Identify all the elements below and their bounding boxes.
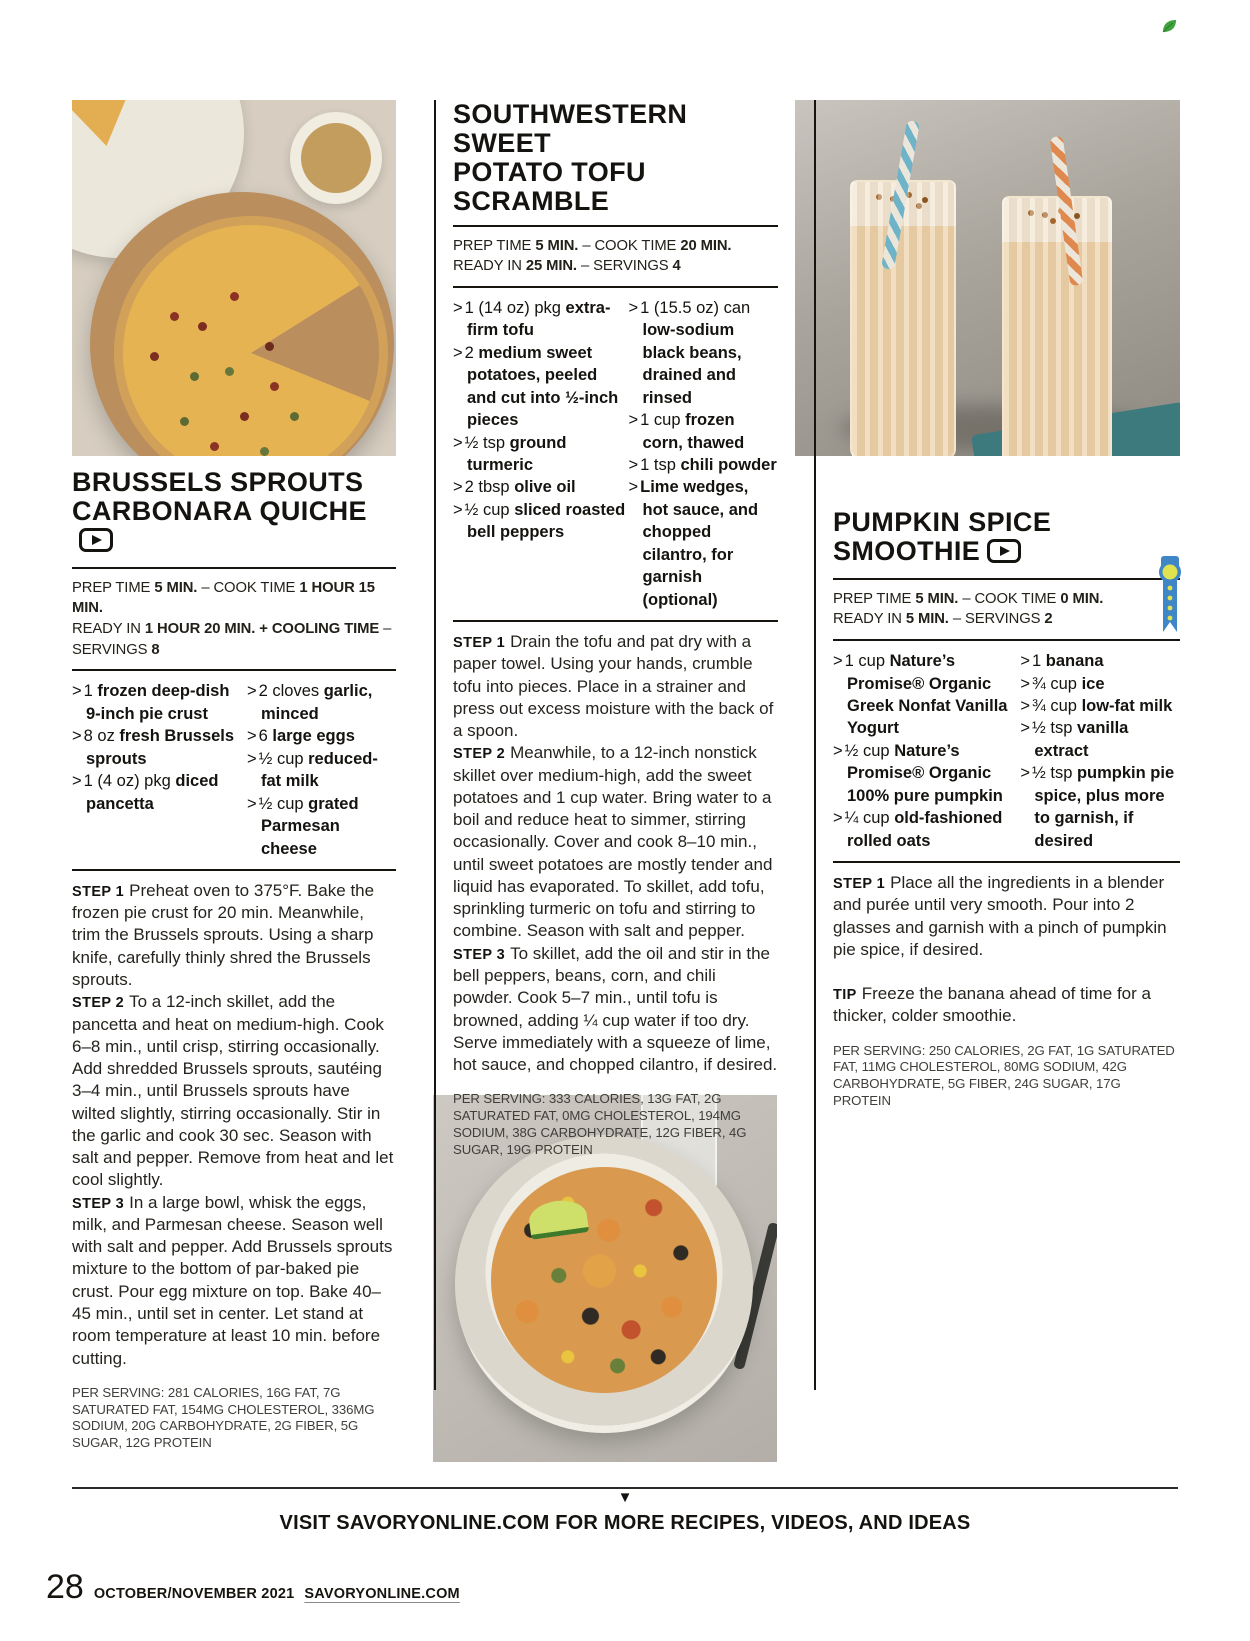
ingredient: > 1 frozen deep-dish 9-inch pie crust <box>72 682 230 723</box>
footer-banner: VISIT SAVORYONLINE.COM FOR MORE RECIPES, VIDEOS, AND IDEAS <box>279 1512 971 1534</box>
ingredient: > 8 oz fresh Brussels sprouts <box>72 727 235 768</box>
recipe-title-quiche: BRUSSELS SPROUTS CARBONARA QUICHE <box>72 468 396 558</box>
orange-striped-straw <box>1050 136 1084 286</box>
recipe-step: STEP 1 Drain the tofu and pat dry with a paper towel. Using your hands, crumble tofu into pieces. Place in a strainer and press out excess moisture with the back of a spoon. <box>453 632 774 741</box>
issue-date: OCTOBER/NOVEMBER 2021 <box>93 1586 295 1602</box>
smoothie-photo <box>795 100 1180 456</box>
recipe-title-smoothie: PUMPKIN SPICE SMOOTHIE <box>833 508 1180 569</box>
recipe-step: STEP 3 In a large bowl, whisk the eggs, milk, and Parmesan cheese. Season well with salt and pepper. Add Brussels sprouts mixture to the bottom of par-baked pie crust. Pour egg mixture on top. Bake 40–45 min., until set in center. Let stand at room temperature at least 10 min. before cutting. <box>72 1192 393 1368</box>
award-ribbon-icon <box>1156 556 1184 637</box>
quiche-recipe-column <box>72 468 396 1452</box>
section-rule <box>453 225 778 227</box>
section-rule <box>833 639 1180 641</box>
recipe-step: STEP 1 Place all the ingredients in a blender and purée until very smooth. Pour into 2 glasses and garnish with a pinch of pumpkin pie spice, if desired. <box>833 873 1167 959</box>
quiche-photo <box>72 100 396 456</box>
smoothie-recipe-column <box>833 508 1180 1110</box>
smoothie-glass-right <box>1002 196 1112 456</box>
ingredient-list <box>833 650 1180 852</box>
ingredient: > ½ cup reduced-fat milk <box>246 749 378 791</box>
recipe-step: STEP 3 To skillet, add the oil and stir in the bell peppers, beans, corn, and chili powder. Cook 5–7 min., until tofu is browned, adding ¼ cup water if too dry. Serve immediately with a squeeze of lime, hot sauce, and chopped cilantro, if desired. <box>453 943 778 1075</box>
site-link[interactable]: SAVORYONLINE.COM <box>304 1586 460 1602</box>
section-rule <box>453 620 778 622</box>
scramble-plate-shape <box>455 1135 753 1433</box>
blue-striped-straw <box>881 120 920 270</box>
section-rule <box>72 669 396 671</box>
scramble-recipe-column <box>453 100 778 1158</box>
ingredient: > ½ tsp vanilla extract <box>1020 719 1129 760</box>
play-video-icon[interactable] <box>79 528 113 558</box>
ingredient: > 1 (4 oz) pkg diced pancetta <box>72 772 219 813</box>
recipe-steps <box>72 880 396 1370</box>
ingredient: > 1 banana <box>1020 652 1104 671</box>
play-video-icon[interactable] <box>987 539 1021 569</box>
ingredient: > 1 cup frozen corn, thawed <box>628 411 745 452</box>
down-arrow-icon: ▼ <box>617 1489 633 1506</box>
ingredient-list <box>453 297 778 611</box>
smoothie-glass-left <box>850 180 956 456</box>
nutrition-info: PER SERVING: 281 CALORIES, 16G FAT, 7G SATURATED FAT, 154MG CHOLESTEROL, 336MG SODIUM, 20G CARBOHYDRATE, 2G FIBER, 5G SUGAR, 12G PROTEIN <box>72 1384 375 1451</box>
section-rule <box>833 861 1180 863</box>
recipe-step: STEP 2 To a 12-inch skillet, add the pancetta and heat on medium-high. Cook 6–8 min., until crisp, stirring occasionally. Add shredded Brussels sprouts, sautéing 3–4 min., until Brussels sprouts have wilted slightly, stirring occasionally. Stir in the garlic and cook 30 sec. Season with salt and pepper. Remove from heat and let cool slightly. <box>72 992 394 1190</box>
recipe-tip: TIP Freeze the banana ahead of time for a thicker, colder smoothie. <box>833 984 1151 1026</box>
ingredient: > ½ cup sliced roasted bell peppers <box>453 500 626 542</box>
leaf-icon <box>1160 17 1178 40</box>
ingredient: > ¾ cup ice <box>1020 674 1105 693</box>
ingredient: > Lime wedges, hot sauce, and chopped cilantro, for garnish (optional) <box>628 478 759 609</box>
ingredient: > 2 medium sweet potatoes, peeled and cut into ½-inch pieces <box>453 343 619 430</box>
ingredient: > 1 (15.5 oz) can low-sodium black beans, drained and rinsed <box>628 298 751 407</box>
ingredient: > 2 tbsp olive oil <box>453 478 576 497</box>
ingredient: > ½ tsp ground turmeric <box>453 433 567 474</box>
ingredient: > ¾ cup low-fat milk <box>1020 697 1173 716</box>
nutrition-info: PER SERVING: 333 CALORIES, 13G FAT, 2G SATURATED FAT, 0MG CHOLESTEROL, 194MG SODIUM, 38G CARBOHYDRATE, 12G FIBER, 4G SUGAR, 19G PROTEIN <box>453 1091 747 1157</box>
recipe-steps <box>833 872 1180 1028</box>
ingredient: > ¼ cup old-fashioned rolled oats <box>833 809 1003 850</box>
column-divider <box>434 100 436 1390</box>
recipe-title-scramble: SOUTHWESTERN SWEET POTATO TOFU SCRAMBLE <box>453 99 688 216</box>
tea-cup-shape <box>290 112 382 204</box>
recipe-meta: PREP TIME 5 MIN. – COOK TIME 0 MIN. READY IN 5 MIN. – SERVINGS 2 <box>833 590 1104 628</box>
recipe-step: STEP 2 Meanwhile, to a 12-inch nonstick skillet over medium-high, add the sweet potatoes and 1 cup water. Bring water to a boil and reduce heat to simmer, stirring occasionally. Cover and cook 8–10 min., until sweet potatoes are mostly tender and liquid has evaporated. To skillet, add tofu, sprinkling turmeric on tofu and stirring to combine. Season with salt and pepper. <box>453 743 773 941</box>
section-rule <box>72 869 396 871</box>
page-footer <box>46 1568 460 1607</box>
section-rule <box>72 567 396 569</box>
section-rule <box>833 578 1180 580</box>
ingredient: > 1 (14 oz) pkg extra-firm tofu <box>453 298 611 340</box>
column-divider <box>814 100 816 1390</box>
recipe-steps <box>453 631 778 1076</box>
page-number: 28 <box>46 1568 84 1606</box>
recipe-meta: PREP TIME 5 MIN. – COOK TIME 1 HOUR 15 MIN. READY IN 1 HOUR 20 MIN. + COOLING TIME – SERVINGS 8 <box>72 579 392 658</box>
ingredient: > 1 tsp chili powder <box>628 455 777 474</box>
ingredient: > ½ cup Nature’s Promise® Organic 100% pure pumpkin <box>833 741 1003 805</box>
ingredient-list <box>72 680 396 860</box>
section-rule <box>453 286 778 288</box>
ingredient: > 6 large eggs <box>246 727 355 746</box>
recipe-meta: PREP TIME 5 MIN. – COOK TIME 20 MIN. READY IN 25 MIN. – SERVINGS 4 <box>453 237 732 275</box>
ingredient: > ½ tsp pumpkin pie spice, plus more to garnish, if desired <box>1020 764 1175 850</box>
ingredient: > 2 cloves garlic, minced <box>246 682 373 723</box>
recipe-step: STEP 1 Preheat oven to 375°F. Bake the frozen pie crust for 20 min. Meanwhile, trim the Brussels sprouts. Using a sharp knife, carefully thinly shred the Brussels sprouts. <box>72 880 375 989</box>
nutrition-info: PER SERVING: 250 CALORIES, 2G FAT, 1G SATURATED FAT, 11MG CHOLESTEROL, 80MG SODIUM, 42G CARBOHYDRATE, 5G FIBER, 24G SUGAR, 17G PROTEIN <box>833 1042 1175 1108</box>
ingredient: > 1 cup Nature’s Promise® Organic Greek Nonfat Vanilla Yogurt <box>833 652 1008 738</box>
ingredient: > ½ cup grated Parmesan cheese <box>246 794 359 858</box>
